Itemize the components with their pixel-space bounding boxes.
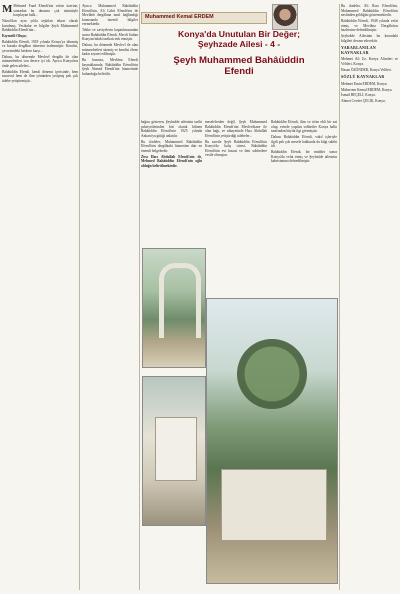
title-line-2: Şeyhzade Ailesi - 4 - <box>197 39 281 49</box>
reference-item: Ahmet Cevdet ÇELİK, Konya. <box>341 99 386 104</box>
paragraph: Bahâüddin Efendi, bir müddet sonra Konya'da vefat etmiş ve Şeyhzâde ailesinin kabristanına defnedilmiştir. <box>271 149 337 164</box>
reference-item: Mehmet Emin ERDEM, Konya. <box>341 81 388 86</box>
paragraph: Bahâüddin Efendi, 1918 yılında Konya'ya dönmüş ve burada dergâhın idaresini üstlenmiştir. Kendisi, çevresindeki herkese karşı... <box>2 39 78 53</box>
column-divider <box>79 4 80 590</box>
author-name: Muhammed Kemal ERDEM <box>145 14 214 20</box>
column-divider <box>139 4 140 590</box>
paragraph: meselelerden değil, Şeyh Muhammed Bahâüddin Efendi'nin Mevlevihane ile olan bağı, ve nihayetinde Hacı Abdullah Efendi'nin yetiştirdiği talebeler... <box>205 120 267 138</box>
paragraph: Bahâüddin Efendi, 1948 yılında vefat etmiş ve Mevlâna Dergâhı'nın hazîresine defnedilmiştir. <box>341 18 398 33</box>
title-line-1: Konya'da Unutulan Bir Değer; <box>178 29 300 39</box>
paragraph: Dahası, bu dönemde Mevlevî ile olan münasebetleri sürmüş ve kendisi ölene kadar ziyaret edilmiştir. <box>82 43 138 57</box>
drop-cap: M <box>2 4 13 15</box>
paragraph: Şeyhzâde Ailesinin bu konudaki bilgileri devam edecektir. <box>341 33 398 43</box>
reference-item: Mükerrem Kemal ERDEM, Konya. <box>341 87 393 92</box>
paragraph: Nüzul'dan aynı yılda teşkilatı tekrar olarak kurulmuş. Vesikalar ve bilgiler Şeyh Muhammed Bahâüddin Efendi'nin... <box>2 18 78 33</box>
oral-sources-heading: SÖZLÜ KAYNAKLAR <box>341 74 385 80</box>
references <box>341 46 398 104</box>
paragraph: M Mehmed Fuad Efendi'nin vefatı üzerine, sonradan bu durumu çok üzüntüyle karşılayan halk... <box>2 4 78 18</box>
title-line-4: Efendi <box>224 66 254 77</box>
paragraph: Bahâüddin Efendi, ilim ve irfan ehli bir zat olup, evinde yapılan sohbetler Konya halkı tarafından büyük ilgi görmüştür. <box>271 120 337 134</box>
photo-dergah-gate <box>142 248 206 368</box>
paragraph: Bu suretle Şeyh Bahâüddin Efendi'nin Konya'da kalış süresi, Bahâüddin Efendi'nin evi hususi ve ilmi sohbetlere vesile olmuştur. <box>205 139 267 158</box>
text-column-2 <box>82 4 138 590</box>
subheading: Kıymetli Oluşu; <box>2 33 27 38</box>
paragraph: Zira Hacı Abdullah Efendi'nin de, Mehmed Bahâüddin Efendi'nin oğlu olduğu belirtilmektedir. <box>141 154 202 168</box>
paragraph: Bu ifadeler, Ali Rıza Efendi'nin, Muhammed Bahâüddin Efendi'nin neslinden geldiğini göstermektedir. <box>341 4 398 18</box>
photo-cemetery <box>206 298 338 584</box>
paragraph: Dahası, bu dönemde Mevlevî dergâhı ile olan münasebetleri son derece iyi idi. Ayrıca Konya'nın önde gelen aileleri... <box>2 54 78 68</box>
title-line-3: Şeyh Muhammed Bahâüddin <box>173 55 305 66</box>
paragraph: bağını gösteren, Şeyhzâde ailesinin tarihi şahsiyetlerinden biri olarak bilinen Bahâüddin Efendi'nin 1925 yılında Ankara'ya gittiği anlatılır. <box>141 120 202 138</box>
paragraph: Tekke ve zaviyelerin kapatılmasından sonra Bahâüddin Efendi, Mecdi Sultan Konyası'ndaki tarikatı terk etmiştir. <box>82 28 138 42</box>
text-column-1 <box>2 4 78 590</box>
paragraph: Bu hususta, Mevlâna Efendi kaynaklarında, Bahâüddin Efendi'nin Şeyh Ahmed Efendi'nin hizmetinde bulunduğu belirtilir. <box>82 58 138 76</box>
reference-item: Hasan ÖZÖNDER, Konya Velileri. <box>341 67 392 72</box>
author-photo <box>272 4 298 30</box>
photo-tombstone <box>142 376 206 526</box>
column-divider <box>339 4 340 590</box>
paragraph: Dahası Bahâüddin Efendi, vakıf işleriyle ilgili pek çok mesele hakkında da bilgi sahibi idi. <box>271 134 337 149</box>
paragraph: Bahâüddin Efendi, kendi dönemi içerisinde, hem tasavvuf hem de ilim yönünden yetişmiş pek çok talebe yetiştirmiştir... <box>2 69 78 83</box>
paragraph: Bu ifadeler, Muhammed Bahâüddin Efendi'nin dergâhtaki hizmetine dair en önemli belgelerdir. <box>141 139 202 153</box>
article-title <box>141 29 337 77</box>
reference-item: İsmail BEÇELİ, Konya. <box>341 93 376 98</box>
reference-item: Mehmet Ali Uz, Konya Alimleri ve Velileri, Konya. <box>341 57 398 66</box>
references-heading: YARARLANILAN KAYNAKLAR <box>341 45 376 55</box>
text-column-6 <box>341 4 398 590</box>
paragraph: Ayrıca Muhammed Bahâüddin Efendi'nin, Ali Cahit Efendi'nin de Mevlânâ dergâhına nasıl bağlandığı konusunda önemli bilgiler vermektedir. <box>82 4 138 27</box>
